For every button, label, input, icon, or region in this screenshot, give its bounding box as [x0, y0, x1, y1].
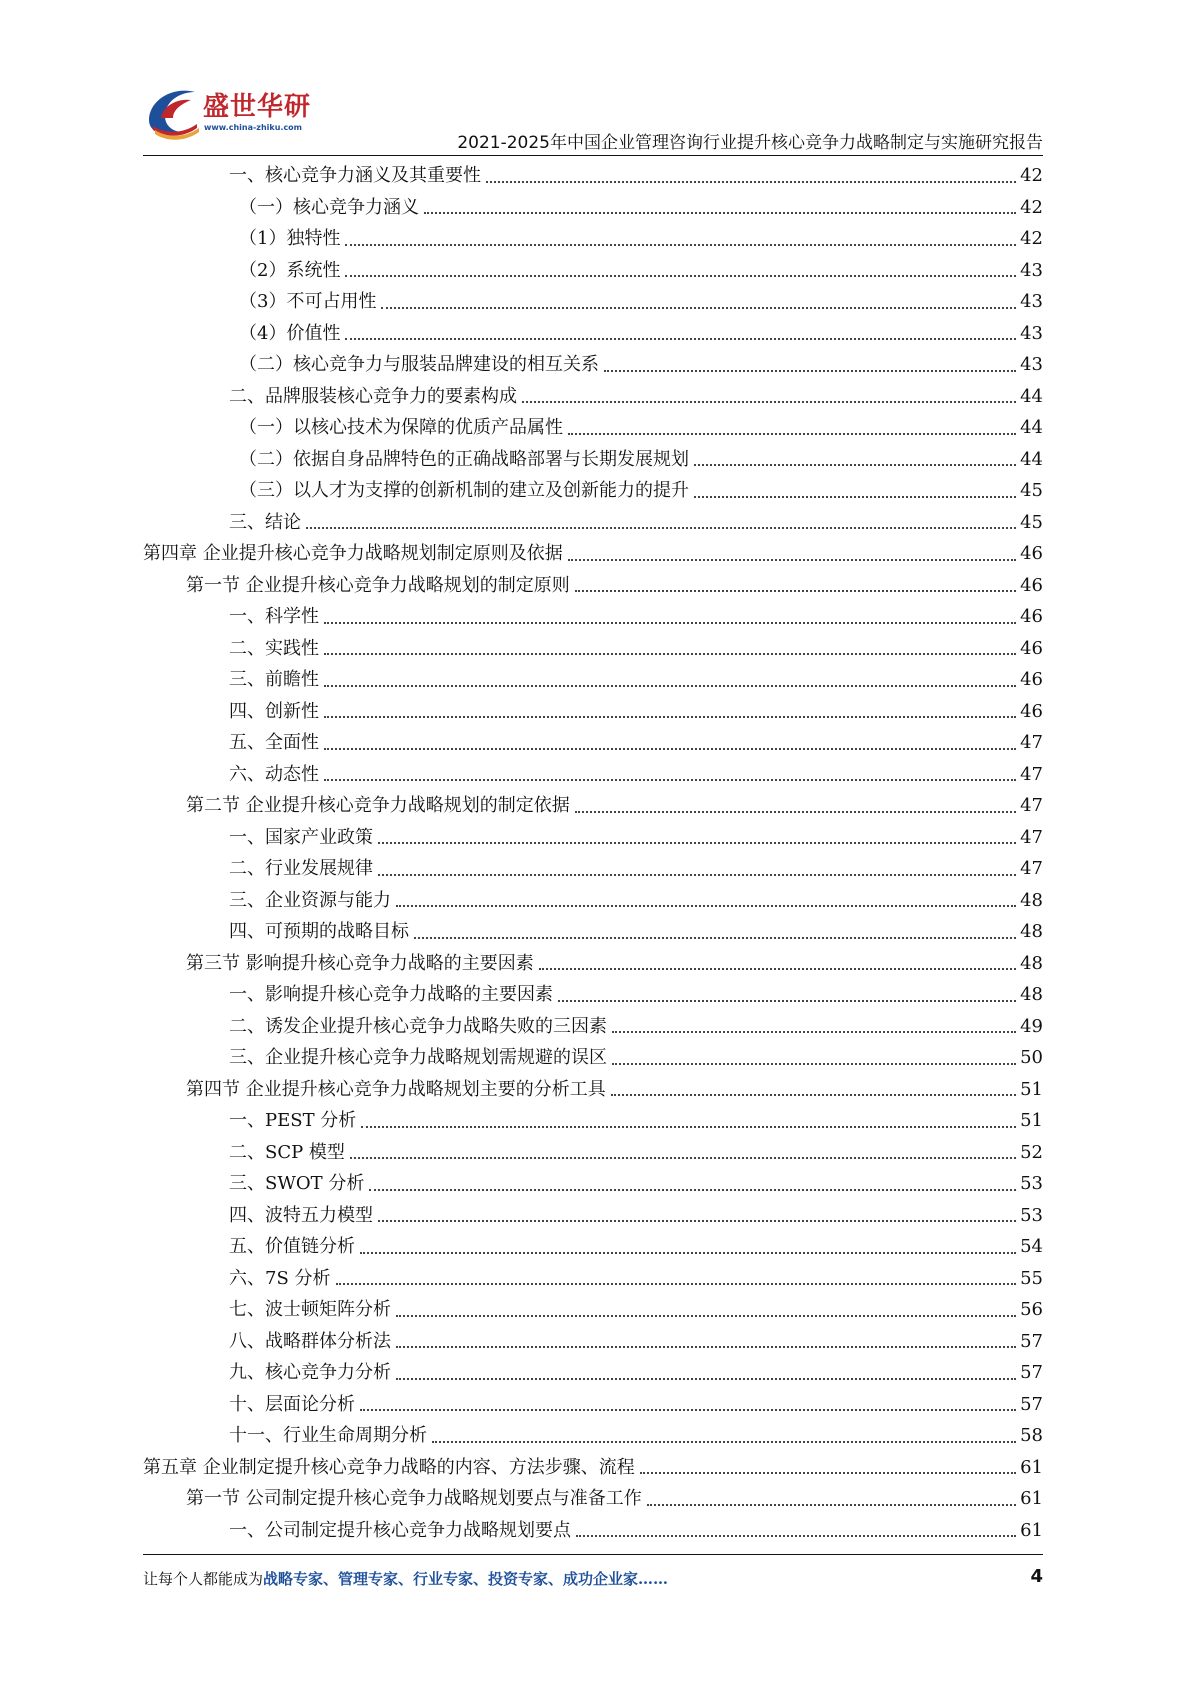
- toc-leader-dots: [432, 1441, 1016, 1443]
- toc-entry-page: 46: [1020, 574, 1043, 596]
- toc-leader-dots: [568, 433, 1016, 435]
- toc-leader-dots: [378, 874, 1016, 876]
- toc-entry-label: 一、国家产业政策: [229, 826, 373, 848]
- toc-entry-label: 一、PEST 分析: [229, 1110, 357, 1131]
- toc-leader-dots: [369, 1189, 1016, 1191]
- toc-entry-label: 三、前瞻性: [229, 669, 319, 690]
- toc-entry[interactable]: [143, 1074, 1043, 1106]
- toc-leader-dots: [324, 653, 1016, 655]
- toc-leader-dots: [575, 811, 1016, 813]
- toc-entry-page: 51: [1020, 1078, 1043, 1100]
- toc-leader-dots: [345, 275, 1016, 277]
- toc-entry-label: 四、创新性: [229, 700, 319, 722]
- toc-leader-dots: [381, 307, 1016, 309]
- toc-entry-page: 44: [1020, 417, 1043, 438]
- toc-entry[interactable]: [143, 1389, 1043, 1421]
- toc-entry-label: 六、动态性: [229, 763, 319, 785]
- toc-entry-label: 二、品牌服装核心竞争力的要素构成: [229, 385, 517, 407]
- toc-leader-dots: [604, 370, 1016, 372]
- toc-entry[interactable]: [143, 696, 1043, 728]
- toc-entry-label: 五、价值链分析: [229, 1236, 355, 1257]
- toc-entry[interactable]: [143, 1452, 1043, 1484]
- toc-entry-label: 二、SCP 模型: [229, 1141, 345, 1163]
- toc-entry-label: 九、核心竞争力分析: [229, 1362, 391, 1383]
- toc-entry-label: 三、结论: [229, 511, 301, 533]
- toc-leader-dots: [539, 968, 1016, 970]
- toc-entry[interactable]: [143, 1137, 1043, 1169]
- toc-leader-dots: [568, 559, 1016, 561]
- toc-entry[interactable]: [143, 885, 1043, 917]
- toc-entry-page: 48: [1020, 984, 1043, 1005]
- toc-entry-label: 十一、行业生命周期分析: [229, 1425, 427, 1446]
- toc-entry-page: 45: [1020, 480, 1043, 501]
- toc-entry-label: 第二节 企业提升核心竞争力战略规划的制定依据: [186, 795, 570, 816]
- footer-slogan: [143, 1568, 668, 1589]
- toc-entry-label: 四、可预期的战略目标: [229, 921, 409, 942]
- toc-entry-label: （4）价值性: [239, 322, 341, 344]
- toc-entry-label: 六、7S 分析: [229, 1267, 331, 1289]
- toc-entry-label: 二、诱发企业提升核心竞争力战略失败的三因素: [229, 1015, 607, 1037]
- toc-leader-dots: [396, 1346, 1016, 1348]
- toc-entry-page: 46: [1020, 606, 1043, 627]
- toc-entry[interactable]: [143, 475, 1043, 507]
- toc-entry[interactable]: [143, 381, 1043, 413]
- toc-entry-label: 一、公司制定提升核心竞争力战略规划要点: [229, 1519, 571, 1541]
- toc-entry-label: （二）依据自身品牌特色的正确战略部署与长期发展规划: [239, 448, 689, 470]
- toc-entry-page: 48: [1020, 921, 1043, 942]
- toc-entry[interactable]: [143, 1263, 1043, 1295]
- toc-entry-page: 53: [1020, 1204, 1043, 1226]
- toc-entry-label: 二、实践性: [229, 637, 319, 659]
- toc-entry[interactable]: [143, 1357, 1043, 1389]
- toc-entry[interactable]: [143, 1326, 1043, 1358]
- toc-entry-label: 第四节 企业提升核心竞争力战略规划主要的分析工具: [186, 1078, 606, 1100]
- toc-leader-dots: [575, 590, 1016, 592]
- toc-leader-dots: [612, 1031, 1016, 1033]
- toc-entry[interactable]: [143, 160, 1043, 192]
- toc-entry-label: 第一节 企业提升核心竞争力战略规划的制定原则: [186, 574, 570, 596]
- slogan-highlight: 战略专家、管理专家、行业专家、投资专家、成功企业家……: [263, 1570, 669, 1588]
- toc-entry-label: （一）以核心技术为保障的优质产品属性: [239, 417, 563, 438]
- toc-entry-label: （二）核心竞争力与服装品牌建设的相互关系: [239, 354, 599, 375]
- toc-leader-dots: [324, 779, 1016, 781]
- toc-leader-dots: [396, 1378, 1016, 1380]
- toc-leader-dots: [378, 842, 1016, 844]
- toc-entry-page: 46: [1020, 543, 1043, 564]
- toc-leader-dots: [396, 1315, 1016, 1317]
- toc-entry[interactable]: [143, 538, 1043, 570]
- toc-entry-label: （3）不可占用性: [239, 291, 377, 312]
- toc-entry-page: 57: [1020, 1393, 1043, 1415]
- toc-entry-page: 51: [1020, 1110, 1043, 1131]
- toc-entry-page: 48: [1020, 889, 1043, 911]
- toc-entry-page: 58: [1020, 1425, 1043, 1446]
- toc-entry[interactable]: [143, 412, 1043, 444]
- toc-leader-dots: [396, 905, 1016, 907]
- toc-entry-page: 50: [1020, 1047, 1043, 1068]
- header-divider: [143, 155, 1043, 156]
- toc-entry[interactable]: [143, 948, 1043, 980]
- toc-leader-dots: [694, 496, 1016, 498]
- toc-entry[interactable]: [143, 223, 1043, 255]
- toc-entry-label: 第三节 影响提升核心竞争力战略的主要因素: [186, 952, 534, 974]
- toc-entry[interactable]: [143, 853, 1043, 885]
- brand-url: www.china-zhiku.com: [204, 123, 303, 132]
- toc-entry[interactable]: [143, 192, 1043, 224]
- toc-entry[interactable]: [143, 1483, 1043, 1515]
- toc-entry[interactable]: [143, 507, 1043, 539]
- toc-entry-page: 55: [1020, 1267, 1043, 1289]
- toc-leader-dots: [522, 401, 1016, 403]
- toc-leader-dots: [647, 1504, 1016, 1506]
- toc-entry-label: 一、核心竞争力涵义及其重要性: [229, 165, 481, 186]
- toc-leader-dots: [640, 1472, 1016, 1474]
- toc-entry[interactable]: [143, 1011, 1043, 1043]
- toc-entry-page: 43: [1020, 322, 1043, 344]
- toc-entry[interactable]: [143, 1105, 1043, 1137]
- toc-entry-label: 三、企业资源与能力: [229, 889, 391, 911]
- toc-entry-label: 二、行业发展规律: [229, 858, 373, 879]
- toc-entry-page: 61: [1020, 1519, 1043, 1541]
- toc-entry[interactable]: [143, 444, 1043, 476]
- toc-leader-dots: [345, 244, 1016, 246]
- toc-entry-page: 47: [1020, 858, 1043, 879]
- toc-entry-page: 45: [1020, 511, 1043, 533]
- toc-entry-page: 44: [1020, 385, 1043, 407]
- toc-leader-dots: [361, 1126, 1016, 1128]
- toc-entry-label: （1）独特性: [239, 228, 341, 249]
- toc-entry-page: 52: [1020, 1141, 1043, 1163]
- toc-entry-page: 42: [1020, 165, 1043, 186]
- toc-entry[interactable]: [143, 1294, 1043, 1326]
- toc-entry-label: 第一节 公司制定提升核心竞争力战略规划要点与准备工作: [186, 1488, 642, 1509]
- toc-entry-label: 一、影响提升核心竞争力战略的主要因素: [229, 984, 553, 1005]
- page-header: [143, 82, 1043, 156]
- toc-entry-page: 61: [1020, 1456, 1043, 1478]
- toc-entry[interactable]: [143, 664, 1043, 696]
- toc-entry-page: 47: [1020, 795, 1043, 816]
- toc-leader-dots: [424, 212, 1016, 214]
- toc-entry[interactable]: [143, 1231, 1043, 1263]
- toc-leader-dots: [324, 622, 1016, 624]
- table-of-contents: [143, 160, 1043, 1546]
- toc-entry-page: 49: [1020, 1015, 1043, 1037]
- toc-entry-label: 七、波士顿矩阵分析: [229, 1299, 391, 1320]
- toc-entry[interactable]: [143, 822, 1043, 854]
- toc-entry-label: 一、科学性: [229, 606, 319, 627]
- company-logo: [143, 82, 313, 144]
- toc-entry-label: 四、波特五力模型: [229, 1204, 373, 1226]
- toc-entry-label: 八、战略群体分析法: [229, 1330, 391, 1352]
- toc-entry-label: （2）系统性: [239, 259, 341, 281]
- toc-leader-dots: [694, 464, 1016, 466]
- toc-entry[interactable]: [143, 759, 1043, 791]
- toc-entry-page: 54: [1020, 1236, 1043, 1257]
- toc-entry-label: （三）以人才为支撑的创新机制的建立及创新能力的提升: [239, 480, 689, 501]
- toc-entry-label: 第五章 企业制定提升核心竞争力战略的内容、方法步骤、流程: [143, 1456, 635, 1478]
- footer-divider: [143, 1554, 1043, 1555]
- toc-leader-dots: [350, 1157, 1016, 1159]
- toc-leader-dots: [360, 1252, 1016, 1254]
- toc-leader-dots: [612, 1063, 1016, 1065]
- toc-entry-page: 57: [1020, 1330, 1043, 1352]
- toc-leader-dots: [558, 1000, 1016, 1002]
- toc-entry[interactable]: [143, 255, 1043, 287]
- toc-leader-dots: [360, 1409, 1016, 1411]
- toc-entry[interactable]: [143, 1515, 1043, 1547]
- brand-name: 盛世华研: [203, 92, 312, 122]
- toc-entry-page: 47: [1020, 763, 1043, 785]
- page-footer: [143, 1568, 1043, 1598]
- toc-leader-dots: [336, 1283, 1016, 1285]
- toc-entry-label: 十、层面论分析: [229, 1393, 355, 1415]
- toc-entry-label: （一）核心竞争力涵义: [239, 196, 419, 218]
- toc-entry-page: 48: [1020, 952, 1043, 974]
- toc-leader-dots: [324, 716, 1016, 718]
- toc-entry[interactable]: [143, 1200, 1043, 1232]
- page-number: 4: [1030, 1566, 1043, 1587]
- toc-entry[interactable]: [143, 601, 1043, 633]
- toc-entry[interactable]: [143, 349, 1043, 381]
- toc-leader-dots: [324, 748, 1016, 750]
- toc-leader-dots: [324, 685, 1016, 687]
- toc-entry[interactable]: [143, 916, 1043, 948]
- toc-entry-page: 61: [1020, 1488, 1043, 1509]
- document-title: 2021-2025年中国企业管理咨询行业提升核心竞争力战略制定与实施研究报告: [457, 133, 1043, 153]
- toc-entry-page: 44: [1020, 448, 1043, 470]
- logo-emblem-icon: [143, 82, 207, 142]
- toc-entry-label: 五、全面性: [229, 732, 319, 753]
- toc-entry[interactable]: [143, 1168, 1043, 1200]
- toc-leader-dots: [345, 338, 1016, 340]
- toc-entry[interactable]: [143, 727, 1043, 759]
- slogan-lead: 让每个人都能成为: [143, 1570, 264, 1588]
- toc-entry-page: 57: [1020, 1362, 1043, 1383]
- toc-leader-dots: [486, 181, 1016, 183]
- toc-entry-page: 56: [1020, 1299, 1043, 1320]
- toc-entry-page: 46: [1020, 700, 1043, 722]
- toc-entry-page: 43: [1020, 259, 1043, 281]
- toc-entry-label: 三、SWOT 分析: [229, 1173, 365, 1194]
- toc-entry[interactable]: [143, 286, 1043, 318]
- toc-entry[interactable]: [143, 1420, 1043, 1452]
- toc-entry[interactable]: [143, 633, 1043, 665]
- toc-entry-page: 47: [1020, 732, 1043, 753]
- toc-entry-page: 47: [1020, 826, 1043, 848]
- toc-entry-label: 第四章 企业提升核心竞争力战略规划制定原则及依据: [143, 543, 563, 564]
- toc-leader-dots: [378, 1220, 1016, 1222]
- toc-entry-label: 三、企业提升核心竞争力战略规划需规避的误区: [229, 1047, 607, 1068]
- toc-entry-page: 42: [1020, 228, 1043, 249]
- toc-entry[interactable]: [143, 790, 1043, 822]
- toc-leader-dots: [414, 937, 1016, 939]
- toc-entry-page: 42: [1020, 196, 1043, 218]
- toc-entry-page: 43: [1020, 291, 1043, 312]
- toc-entry[interactable]: [143, 979, 1043, 1011]
- toc-entry[interactable]: [143, 1042, 1043, 1074]
- toc-entry-page: 43: [1020, 354, 1043, 375]
- toc-leader-dots: [576, 1535, 1016, 1537]
- toc-entry[interactable]: [143, 318, 1043, 350]
- toc-entry[interactable]: [143, 570, 1043, 602]
- toc-entry-page: 53: [1020, 1173, 1043, 1194]
- toc-leader-dots: [306, 527, 1016, 529]
- toc-leader-dots: [611, 1094, 1016, 1096]
- toc-entry-page: 46: [1020, 669, 1043, 690]
- toc-entry-page: 46: [1020, 637, 1043, 659]
